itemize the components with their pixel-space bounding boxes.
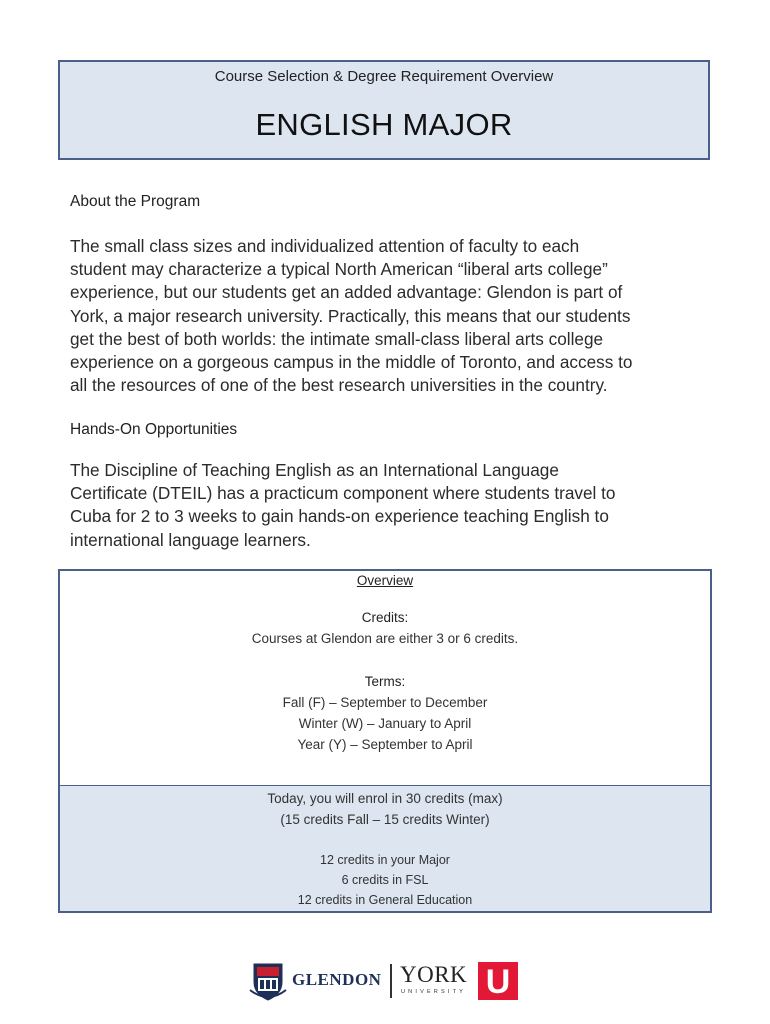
credits-text: Courses at Glendon are either 3 or 6 credits. [251, 631, 519, 646]
logo-divider [390, 964, 392, 998]
credits-label: Credits: [361, 610, 409, 625]
breakdown-item: 6 credits in FSL [341, 873, 429, 887]
glendon-logo-text: GLENDON [292, 970, 382, 989]
about-line: experience on a gorgeous campus in the middle of Toronto, and access to [70, 352, 633, 373]
term-item: Year (Y) – September to April [297, 737, 473, 752]
terms-label: Terms: [364, 674, 406, 689]
about-line: all the resources of one of the best research universities in the country. [70, 375, 608, 396]
about-line: The small class sizes and individualized attention of faculty to each [70, 236, 580, 256]
breakdown-item: 12 credits in General Education [297, 893, 473, 907]
overview-top [60, 571, 710, 785]
enrol-line: Today, you will enrol in 30 credits (max) [267, 791, 503, 806]
about-paragraph [70, 235, 710, 397]
overview-box [58, 569, 712, 913]
hands-on-line: Certificate (DTEIL) has a practicum component where students travel to [70, 483, 616, 504]
enrol-line: (15 credits Fall – 15 credits Winter) [280, 812, 490, 827]
logo-row [248, 958, 528, 1004]
header-box [58, 60, 710, 160]
about-heading: About the Program [70, 193, 201, 210]
svg-text:U: U [485, 963, 511, 1000]
term-item: Winter (W) – January to April [298, 716, 472, 731]
about-line: student may characterize a typical North American “liberal arts college” [70, 259, 608, 280]
overview-title: Overview [356, 573, 414, 588]
header-subtitle: Course Selection & Degree Requirement Overview [214, 68, 554, 85]
hands-on-heading: Hands-On Opportunities [70, 421, 238, 438]
hands-on-line: Cuba for 2 to 3 weeks to gain hands-on experience teaching English to [70, 506, 609, 527]
breakdown-item: 12 credits in your Major [320, 853, 450, 867]
about-line: experience, but our students get an added advantage: Glendon is part of [70, 282, 623, 303]
overview-enrolment [60, 785, 710, 911]
hands-on-line: The Discipline of Teaching English as an International Language [70, 460, 559, 480]
about-line: get the best of both worlds: the intimate small-class liberal arts college [70, 328, 604, 349]
university-logo-text: UNIVERSITY [401, 989, 467, 995]
glendon-crest-icon [248, 960, 288, 1002]
hands-on-line: international language learners. [70, 529, 311, 550]
page-title: ENGLISH MAJOR [255, 107, 513, 142]
term-item: Fall (F) – September to December [282, 695, 488, 710]
about-line: York, a major research university. Practically, this means that our students [70, 305, 631, 326]
hands-on-paragraph [70, 459, 710, 552]
york-u-logo-icon [478, 962, 518, 1000]
york-logo-text: YORK [400, 962, 468, 987]
